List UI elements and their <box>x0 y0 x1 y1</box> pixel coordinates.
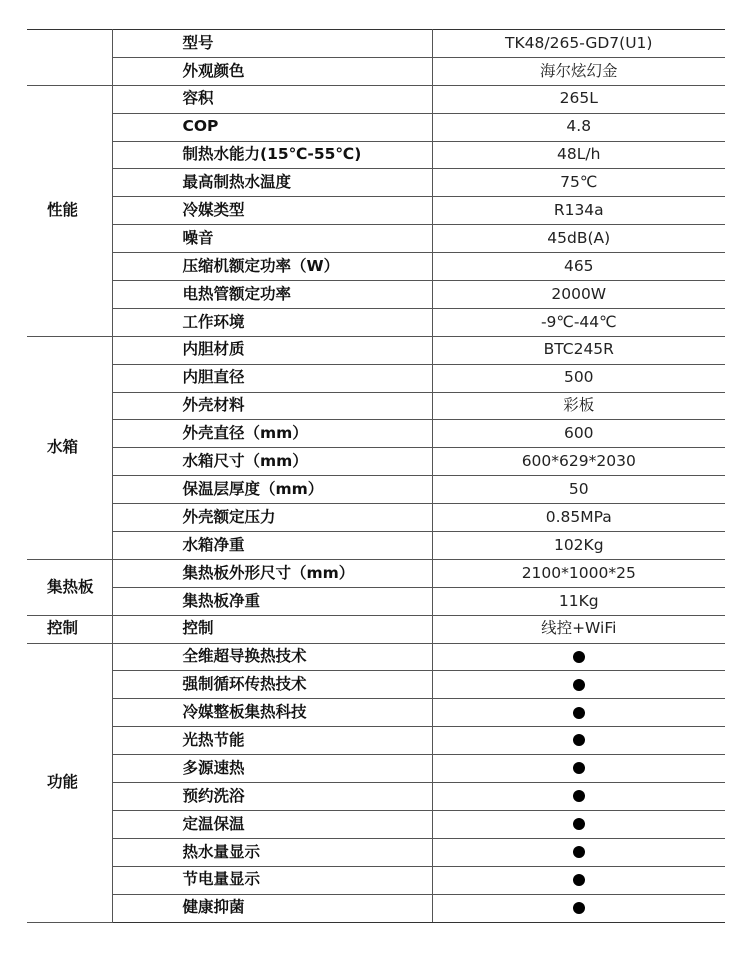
table-row <box>27 141 725 169</box>
category-collector: 集热板 <box>27 559 112 615</box>
spec-value: 600*629*2030 <box>432 448 725 476</box>
table-row <box>27 559 725 587</box>
spec-label: COP <box>112 113 432 141</box>
spec-table <box>27 29 725 923</box>
spec-value: 500 <box>432 364 725 392</box>
feature-dot-icon <box>573 707 585 719</box>
table-row <box>27 727 725 755</box>
table-row <box>27 671 725 699</box>
spec-value: 102Kg <box>432 532 725 560</box>
table-row <box>27 392 725 420</box>
spec-label: 制热水能力(15℃-55℃) <box>112 141 432 169</box>
spec-label: 健康抑菌 <box>112 894 432 922</box>
table-row <box>27 308 725 336</box>
table-row <box>27 699 725 727</box>
spec-label: 全维超导换热技术 <box>112 643 432 671</box>
table-row <box>27 225 725 253</box>
spec-value: 75℃ <box>432 169 725 197</box>
table-row <box>27 448 725 476</box>
feature-dot-icon <box>573 902 585 914</box>
spec-label: 外观颜色 <box>112 57 432 85</box>
spec-value: 45dB(A) <box>432 225 725 253</box>
spec-label: 冷媒整板集热科技 <box>112 699 432 727</box>
spec-value <box>432 755 725 783</box>
feature-dot-icon <box>573 818 585 830</box>
spec-value: 海尔炫幻金 <box>432 57 725 85</box>
category-control: 控制 <box>27 615 112 643</box>
feature-dot-icon <box>573 679 585 691</box>
table-row <box>27 30 725 58</box>
table-row <box>27 643 725 671</box>
spec-label: 强制循环传热技术 <box>112 671 432 699</box>
spec-value <box>432 810 725 838</box>
spec-label: 电热管额定功率 <box>112 281 432 309</box>
spec-value: 600 <box>432 420 725 448</box>
feature-dot-icon <box>573 651 585 663</box>
spec-label: 水箱尺寸（mm） <box>112 448 432 476</box>
spec-label: 控制 <box>112 615 432 643</box>
category-functions: 功能 <box>27 643 112 922</box>
spec-label: 水箱净重 <box>112 532 432 560</box>
table-row <box>27 420 725 448</box>
spec-value <box>432 643 725 671</box>
table-row <box>27 783 725 811</box>
spec-value: 4.8 <box>432 113 725 141</box>
spec-label: 内胆材质 <box>112 336 432 364</box>
spec-label: 节电量显示 <box>112 866 432 894</box>
spec-value: 彩板 <box>432 392 725 420</box>
spec-value: 50 <box>432 476 725 504</box>
spec-value: BTC245R <box>432 336 725 364</box>
table-row <box>27 281 725 309</box>
spec-value: TK48/265-GD7(U1) <box>432 30 725 58</box>
spec-value: 2000W <box>432 281 725 309</box>
feature-dot-icon <box>573 846 585 858</box>
table-row <box>27 615 725 643</box>
spec-label: 热水量显示 <box>112 838 432 866</box>
table-row <box>27 866 725 894</box>
feature-dot-icon <box>573 790 585 802</box>
spec-label: 外壳材料 <box>112 392 432 420</box>
feature-dot-icon <box>573 734 585 746</box>
table-row <box>27 894 725 922</box>
spec-value <box>432 727 725 755</box>
spec-value: R134a <box>432 197 725 225</box>
table-row <box>27 532 725 560</box>
spec-label: 集热板净重 <box>112 587 432 615</box>
spec-label: 多源速热 <box>112 755 432 783</box>
category-water-tank: 水箱 <box>27 336 112 559</box>
spec-label: 定温保温 <box>112 810 432 838</box>
spec-value: 11Kg <box>432 587 725 615</box>
table-row <box>27 810 725 838</box>
spec-label: 工作环境 <box>112 308 432 336</box>
spec-label: 容积 <box>112 85 432 113</box>
spec-label: 预约洗浴 <box>112 783 432 811</box>
spec-value: 2100*1000*25 <box>432 559 725 587</box>
table-row <box>27 755 725 783</box>
spec-label: 保温层厚度（mm） <box>112 476 432 504</box>
table-row <box>27 364 725 392</box>
table-row <box>27 197 725 225</box>
table-row <box>27 838 725 866</box>
spec-label: 外壳额定压力 <box>112 504 432 532</box>
spec-label: 内胆直径 <box>112 364 432 392</box>
table-row <box>27 169 725 197</box>
table-row <box>27 113 725 141</box>
spec-value: 线控+WiFi <box>432 615 725 643</box>
spec-value <box>432 894 725 922</box>
table-row <box>27 57 725 85</box>
table-row <box>27 336 725 364</box>
category-cell-empty <box>27 30 112 86</box>
spec-value: 0.85MPa <box>432 504 725 532</box>
table-row <box>27 85 725 113</box>
table-row <box>27 253 725 281</box>
spec-value: 465 <box>432 253 725 281</box>
feature-dot-icon <box>573 874 585 886</box>
spec-value <box>432 866 725 894</box>
spec-value <box>432 838 725 866</box>
spec-value: -9℃-44℃ <box>432 308 725 336</box>
spec-value: 48L/h <box>432 141 725 169</box>
table-row <box>27 587 725 615</box>
spec-label: 光热节能 <box>112 727 432 755</box>
spec-label: 压缩机额定功率（W） <box>112 253 432 281</box>
table-row <box>27 476 725 504</box>
spec-label: 噪音 <box>112 225 432 253</box>
feature-dot-icon <box>573 762 585 774</box>
spec-value <box>432 783 725 811</box>
category-performance: 性能 <box>27 85 112 336</box>
spec-label: 集热板外形尺寸（mm） <box>112 559 432 587</box>
spec-value <box>432 671 725 699</box>
spec-label: 外壳直径（mm） <box>112 420 432 448</box>
table-row <box>27 504 725 532</box>
spec-label: 最高制热水温度 <box>112 169 432 197</box>
spec-value: 265L <box>432 85 725 113</box>
spec-label: 型号 <box>112 30 432 58</box>
spec-value <box>432 699 725 727</box>
spec-label: 冷媒类型 <box>112 197 432 225</box>
